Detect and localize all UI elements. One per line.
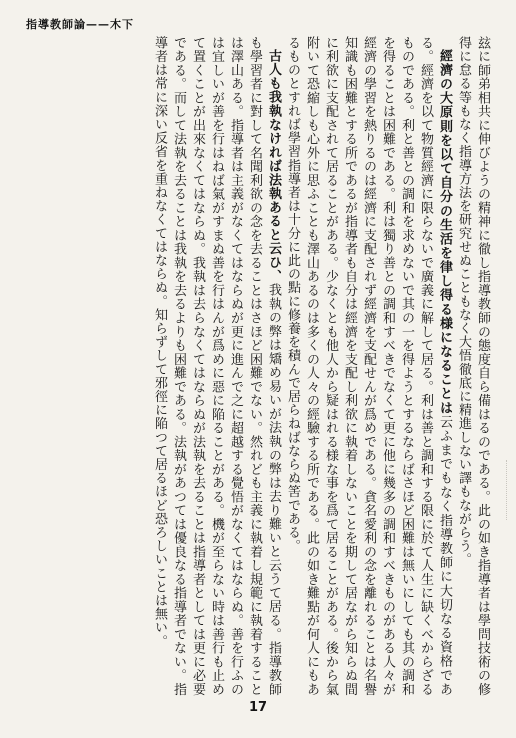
- paragraph-3-heading: 古人も我執なければ法執あると云ひ、: [266, 49, 281, 284]
- body-text: [22, 36, 492, 696]
- paragraph-2: [283, 36, 454, 696]
- paragraph-3-text: 我執の弊は矯め易いが法執の弊は去り難いと云うて居る。指導教師も學習者に對して名聞利欲の念を去ることはさほど困難でない。然れども主義に執着し規範に執着することは澤山ある。指導者は主義がなくてはならぬが更に進んで之に超越する覺悟がなくてはならぬ。善を行ふのは宜しいが善を行はねば氣がすまぬ善を行はんが爲めに惡に陥ることがある。機が至らない時は善行も止めて置くことが出來なくてはならぬ。我執は去らなくてはならぬが法執を去ることは指導者としては更に必要である。而して法執を去ることは我執を去るよりも困難である。法執があつては優良なる指導者でない。指導者は常に深い反省を重ねなくてはならぬ。知らずして邪徑に陥つて居るほど恐ろしいことは無い。: [152, 36, 281, 697]
- paragraph-2-heading: 經濟の大原則を以て自分の生活を律し得る様になることは: [437, 49, 452, 415]
- running-header: 指導教師論——木下: [26, 18, 134, 31]
- paragraph-2-text: 云ふまでもなく指導教師に大切なる資格である。經濟を以て物質經濟に限らないで廣義に解して居る。利は善と調和する限に於て人生に缺くべからざるものである。利と善との調和を求めないで其の一を得ようとするならばさほど困難は無いにしても其の調和を得ることは困難である。利は獨り善との調和すべきでなくて更に他に幾多の調和すべきものがある人々が經濟の學習を熱りるのは經濟に支配されず經濟を支配せんが爲めである。貪名愛利の念を離れることは名譽知識も困難とする所であるが指導者も自分は經濟を支配し利欲に執着しないことを期して居ながら知らぬ間に利欲に支配されて居ることがある。少なくとも他人から疑はれる様な事を爲て居ることがある。後から氣附いて恐縮しも心外に思ふことも澤山あるのは多くの人々の經驗する所である。此の如き難點が何人にもあるものとすれば學習指導者は十分に此の點に修養を積んで居らねばならぬ筈である。: [285, 36, 452, 697]
- paragraph-3: [150, 36, 283, 696]
- page-number: 17: [248, 700, 268, 715]
- margin-artifact: [506, 460, 515, 520]
- paragraph-1: 玆に師弟相共に伸びようの精神に徹し指導教師の態度自ら備はるのである。此の如き指導者は學問技術の修得に怠る等もなく指導方法を研究せぬこともなく大悟徹底に精進しない譯もながらう。: [456, 36, 490, 696]
